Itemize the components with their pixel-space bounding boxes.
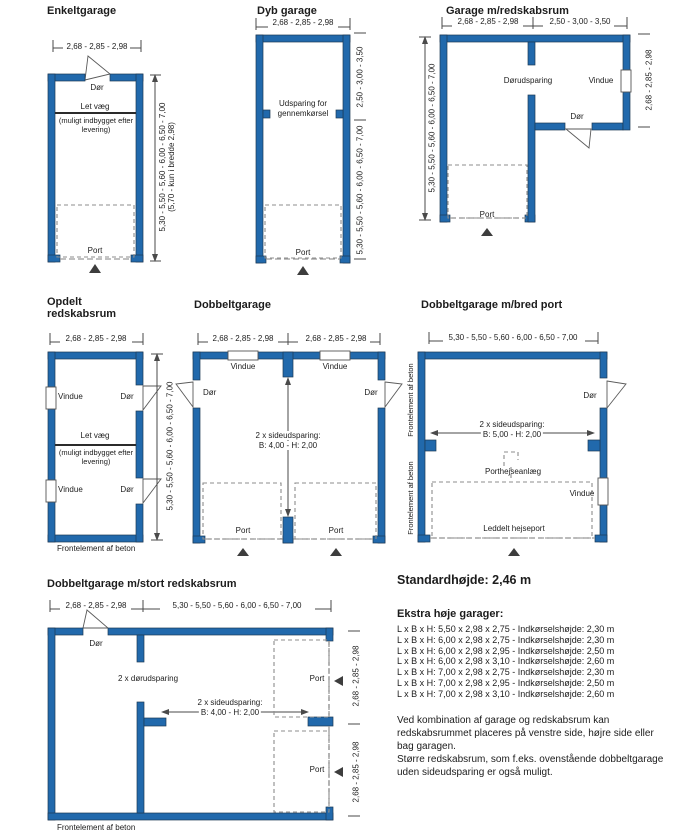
dyb-garage-passage-dim: 2,50 - 3,00 - 3,50 bbox=[355, 46, 365, 108]
garage-m-redskabsrum-room-width-dim: 2,50 - 3,00 - 3,50 bbox=[549, 17, 611, 26]
garage-m-redskabsrum-room-depth-dim: 2,68 - 2,85 - 2,98 bbox=[644, 49, 654, 111]
stort-gate-label-bottom: Port bbox=[309, 765, 325, 774]
opdelt-title-line1: Opdelt bbox=[47, 296, 82, 308]
enkeltgarage-door-label: Dør bbox=[90, 83, 104, 92]
enkeltgarage-length-dim-line: 5,30 - 5,50 - 5,60 - 6,00 - 6,50 - 7,00 bbox=[158, 102, 167, 232]
garage-m-redskabsrum-garage-width-dim: 2,68 - 2,85 - 2,98 bbox=[457, 17, 519, 26]
spec-row: L x B x H: 7,00 x 2,98 x 3,10 - Indkørselshøjde: 2,60 m bbox=[397, 688, 615, 699]
spec-row: L x B x H: 6,00 x 2,98 x 2,75 - Indkørselshøjde: 2,30 m bbox=[397, 634, 615, 645]
bred-port-window-label: Vindue bbox=[569, 489, 595, 498]
stort-bay-width-dim-top: 2,68 - 2,85 - 2,98 bbox=[351, 645, 361, 707]
bred-port-side-recess-line2: B: 5,00 - H: 2,00 bbox=[482, 430, 542, 439]
garage-m-redskabsrum-door-label: Dør bbox=[570, 112, 584, 121]
spec-row: L x B x H: 7,00 x 2,98 x 2,95 - Indkørselshøjde: 2,50 m bbox=[397, 677, 615, 688]
dyb-garage-gate-label: Port bbox=[295, 248, 311, 257]
stort-title: Dobbeltgarage m/stort redskabsrum bbox=[47, 578, 237, 590]
opdelt-width-dim: 2,68 - 2,85 - 2,98 bbox=[65, 334, 127, 343]
opdelt-window-label-bottom: Vindue bbox=[58, 485, 83, 494]
dyb-garage-width-dim: 2,68 - 2,85 - 2,98 bbox=[272, 18, 334, 27]
garage-m-redskabsrum-gate-label: Port bbox=[479, 210, 495, 219]
dobbeltgarage-right-width-dim: 2,68 - 2,85 - 2,98 bbox=[305, 334, 367, 343]
stort-bay-width-dim-bottom: 2,68 - 2,85 - 2,98 bbox=[351, 741, 361, 803]
bred-port-hoist-label: Porthejseanlæg bbox=[484, 467, 542, 476]
stort-door-label: Dør bbox=[89, 639, 103, 648]
info-heading: Standardhøjde: 2,46 m bbox=[397, 573, 532, 587]
dyb-garage-geometry bbox=[256, 18, 366, 275]
enkeltgarage-geometry bbox=[48, 40, 161, 273]
enkeltgarage-lightwall-label: Let væg bbox=[80, 102, 110, 111]
opdelt-window-label-top: Vindue bbox=[58, 392, 83, 401]
info-spec-list bbox=[397, 624, 614, 700]
opdelt-lightwall-label: Let væg bbox=[80, 431, 110, 440]
stort-room-width-dim: 2,68 - 2,85 - 2,98 bbox=[65, 601, 127, 610]
enkeltgarage-width-dim: 2,68 - 2,85 - 2,98 bbox=[66, 42, 128, 51]
dyb-garage-recess-line2: gennemkørsel bbox=[277, 109, 329, 118]
dobbeltgarage-side-recess-line2: B: 4,00 - H: 2,00 bbox=[258, 441, 318, 450]
garage-m-redskabsrum-geometry bbox=[419, 17, 650, 236]
dobbeltgarage-side-recess-line1: 2 x sideudsparing: bbox=[255, 431, 321, 440]
stort-gate-label-top: Port bbox=[309, 674, 325, 683]
opdelt-door-label-bottom: Dør bbox=[120, 485, 134, 494]
stort-side-recess-line1: 2 x sideudsparing: bbox=[197, 698, 263, 707]
spec-row: L x B x H: 6,00 x 2,98 x 2,95 - Indkørselshøjde: 2,50 m bbox=[397, 645, 615, 656]
dobbeltgarage-gate-label-right: Port bbox=[328, 526, 344, 535]
opdelt-title-line2: redskabsrum bbox=[47, 308, 117, 320]
dobbeltgarage-window-label-left: Vindue bbox=[230, 362, 256, 371]
opdelt-lightwall-note: (muligt indbygget efter levering) bbox=[58, 448, 134, 466]
enkeltgarage-gate-label: Port bbox=[87, 246, 103, 255]
dobbeltgarage-door-label-left: Dør bbox=[203, 388, 217, 397]
bred-port-gate-label: Leddelt hejseport bbox=[483, 524, 545, 533]
spec-row: L x B x H: 7,00 x 2,98 x 2,75 - Indkørselshøjde: 2,30 m bbox=[397, 667, 615, 678]
bred-port-door-label: Dør bbox=[583, 391, 597, 400]
info-paragraph-1: Ved kombination af garage og redskabsrum kan redskabsrummet placeres på venstre side, højre side eller bag garagen. bbox=[397, 715, 654, 752]
opdelt-front-label: Frontelement af beton bbox=[57, 544, 136, 553]
garage-m-redskabsrum-door-recess-label: Dørudsparing bbox=[503, 76, 553, 85]
dyb-garage-title: Dyb garage bbox=[257, 5, 317, 17]
spec-row: L x B x H: 6,00 x 2,98 x 3,10 - Indkørselshøjde: 2,60 m bbox=[397, 656, 615, 667]
dobbeltgarage-door-label-right: Dør bbox=[364, 388, 378, 397]
bred-port-front-label-top: Frontelement af beton bbox=[405, 363, 415, 437]
bred-port-length-dim: 5,30 - 5,50 - 5,60 - 6,00 - 6,50 - 7,00 bbox=[448, 333, 578, 342]
spec-row: L x B x H: 5,50 x 2,98 x 2,75 - Indkørselshøjde: 2,30 m bbox=[397, 624, 615, 634]
bred-port-side-recess-line1: 2 x sideudsparing: bbox=[479, 420, 545, 429]
bred-port-title: Dobbeltgarage m/bred port bbox=[421, 299, 563, 311]
stort-length-dim: 5,30 - 5,50 - 5,60 - 6,00 - 6,50 - 7,00 bbox=[172, 601, 302, 610]
stort-front-label: Frontelement af beton bbox=[57, 823, 136, 832]
stort-side-recess-line2: B: 4,00 - H: 2,00 bbox=[200, 708, 260, 717]
enkeltgarage-length-note: (5,70 - kun i bredde 2,98) bbox=[167, 122, 176, 212]
garage-m-redskabsrum-window-label: Vindue bbox=[588, 76, 614, 85]
dyb-garage-recess-line1: Udsparing for bbox=[278, 99, 328, 108]
enkeltgarage-length-dim bbox=[158, 103, 176, 232]
info-paragraph-2: Større redskabsrum, som f.eks. ovenstående dobbeltgarage uden sideudsparing er også muligt. bbox=[397, 754, 664, 778]
dobbeltgarage-bred-port-geometry bbox=[418, 332, 626, 556]
opdelt-door-label-top: Dør bbox=[120, 392, 134, 401]
enkeltgarage-title: Enkeltgarage bbox=[47, 5, 117, 17]
dobbeltgarage-gate-label-left: Port bbox=[235, 526, 251, 535]
opdelt-length-dim: 5,30 - 5,50 - 5,60 - 6,00 - 6,50 - 7,00 bbox=[165, 381, 175, 511]
bred-port-front-label-bottom: Frontelement af beton bbox=[405, 461, 415, 535]
stort-door-recess-label: 2 x dørudsparing bbox=[117, 674, 179, 683]
dobbeltgarage-left-width-dim: 2,68 - 2,85 - 2,98 bbox=[212, 334, 274, 343]
dobbeltgarage-title: Dobbeltgarage bbox=[194, 299, 272, 311]
garage-m-redskabsrum-length-dim: 5,30 - 5,50 - 5,60 - 6,00 - 6,50 - 7,00 bbox=[427, 63, 437, 193]
garage-m-redskabsrum-title: Garage m/redskabsrum bbox=[446, 5, 569, 17]
dobbeltgarage-window-label-right: Vindue bbox=[322, 362, 348, 371]
enkeltgarage-lightwall-note: (muligt indbygget efter levering) bbox=[58, 116, 134, 134]
info-subheading: Ekstra høje garager: bbox=[397, 608, 504, 620]
dyb-garage-length-dim: 5,30 - 5,50 - 5,60 - 6,00 - 6,50 - 7,00 bbox=[355, 125, 365, 255]
